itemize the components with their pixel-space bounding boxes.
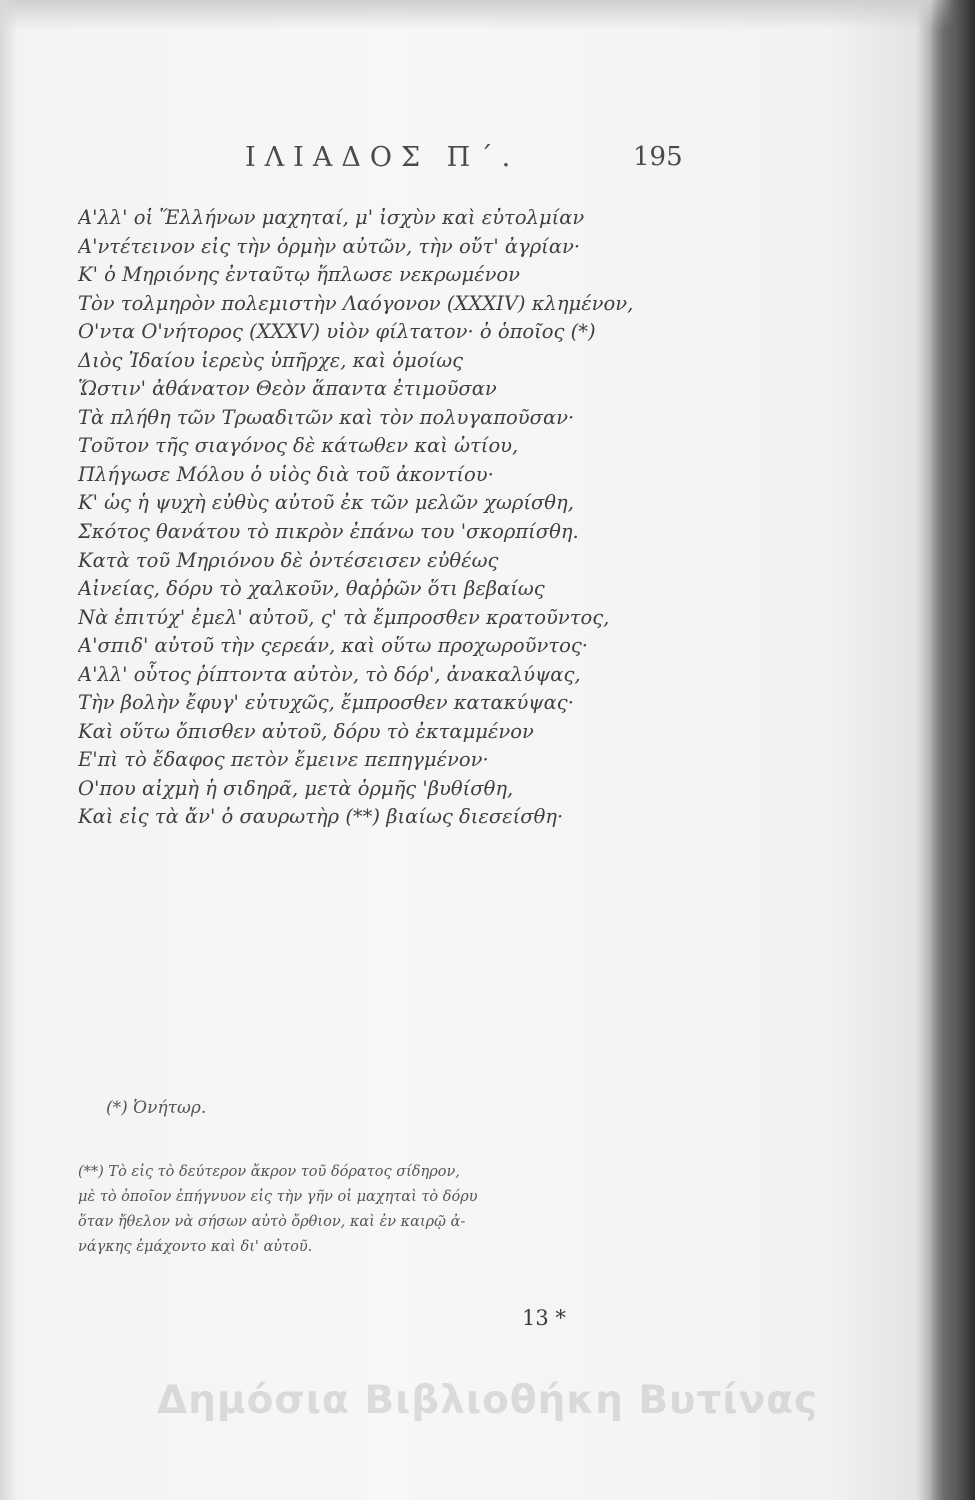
page-number: 195 <box>633 142 683 172</box>
signature-mark: 13 * <box>522 1306 566 1330</box>
verse-line: Κ' ὁ Μηριόνης ἐνταῦτῳ ἥπλωσε νεκρωμένον <box>78 263 521 287</box>
verse-line: Τὰ πλήθη τῶν Τρωαδιτῶν καὶ τὸν πολυγαποῦσαν· <box>78 405 575 429</box>
verse-line: Τοῦτον τῆς σιαγόνος δὲ κάτωθεν καὶ ὠτίου, <box>78 434 519 458</box>
verse-line: Σκότος θανάτου τὸ πικρὸν ἐπάνω του 'σκορπίσθη. <box>78 520 579 544</box>
verse-line: Α'λλ' οὗτος ῥίπτοντα αὐτὸν, τὸ δόρ', ἀνακαλύψας, <box>78 662 581 686</box>
verse-line: Τὴν βολὴν ἔφυγ' εὐτυχῶς, ἔμπροσθεν κατακύψας· <box>78 691 574 715</box>
verse-line: Ο'που αἰχμὴ ἡ σιδηρᾶ, μετὰ ὁρμῆς 'βυθίσθη, <box>78 776 514 800</box>
verse-line: Κ' ὡς ἡ ψυχὴ εὐθὺς αὐτοῦ ἐκ τῶν μελῶν χωρίσθη, <box>78 491 574 515</box>
library-watermark: Δημόσια Βιβλιοθήκη Βυτίνας <box>156 1378 819 1423</box>
verse-line: Διὸς Ἰδαίου ἱερεὺς ὑπῆρχε, καὶ ὁμοίως <box>78 348 464 372</box>
footnote-line: (**) Τὸ εἰς τὸ δεύτερον ἄκρον τοῦ δόρατος σίδηρον, <box>78 1164 460 1180</box>
verse-block <box>78 204 738 832</box>
scan-left-edge <box>0 0 18 1500</box>
footnote-1: (*) Ὀνήτωρ. <box>106 1098 207 1118</box>
verse-line: Αἰνείας, δόρυ τὸ χαλκοῦν, θαῤῥῶν ὅτι βεβαίως <box>78 577 545 601</box>
page-header <box>0 142 975 182</box>
scan-right-edge <box>930 0 975 1500</box>
verse-line: Πλήγωσε Μόλου ὁ υἱὸς διὰ τοῦ ἀκοντίου· <box>78 462 494 486</box>
verse-line: Ο'ντα Ο'νήτορος (XXXV) υἱὸν φίλτατον· ὁ ὁποῖος (*) <box>78 320 596 344</box>
running-head: ΙΛΙΑΔΟΣ Π΄. <box>245 142 520 173</box>
verse-line: Τὸν τολμηρὸν πολεμιστὴν Λαόγονον (XXXIV) κλημένον, <box>78 291 634 315</box>
verse-line: Καὶ οὕτω ὄπισθεν αὐτοῦ, δόρυ τὸ ἐκταμμένον <box>78 719 534 743</box>
verse-line: Α'σπιδ' αὐτοῦ τὴν ςερεάν, καὶ οὕτω προχωροῦντος· <box>78 634 588 658</box>
scan-top-shadow <box>0 0 975 30</box>
verse-line: Νὰ ἐπιτύχ' ἐμελ' αὐτοῦ, ς' τὰ ἔμπροσθεν κρατοῦντος, <box>78 605 610 629</box>
verse-line: Α'λλ' οἱ Ἕλλήνων μαχηταί, μ' ἰσχὺν καὶ εὐτολμίαν <box>78 206 585 229</box>
footnote-line: νάγκης ἐμάχοντο καὶ δι' αὐτοῦ. <box>78 1239 313 1255</box>
verse-line: Καὶ εἰς τὰ ἄν' ὁ σαυρωτὴρ (**) βιαίως διεσείσθη· <box>78 805 564 829</box>
verse-line: Ε'πὶ τὸ ἔδαφος πετὸν ἔμεινε πεπηγμένον· <box>78 748 489 772</box>
verse-line: Α'ντέτεινον εἰς τὴν ὁρμὴν αὐτῶν, τὴν οὔτ' ἀγρίαν· <box>78 234 581 258</box>
footnote-line: ὅταν ἤθελον νὰ σήσων αὐτὸ ὄρθιον, καὶ ἐν καιρῷ ἀ- <box>78 1214 466 1230</box>
verse-line: Κατὰ τοῦ Μηριόνου δὲ ὀντέσεισεν εὐθέως <box>78 548 499 572</box>
footnote-line: μὲ τὸ ὁποῖον ἐπήγνυον εἰς τὴν γῆν οἱ μαχηταὶ τὸ δόρυ <box>78 1189 478 1205</box>
verse-line: Ὥστιν' ἀθάνατον Θεὸν ἅπαντα ἐτιμοῦσαν <box>78 377 497 401</box>
footnote-2 <box>78 1160 710 1260</box>
